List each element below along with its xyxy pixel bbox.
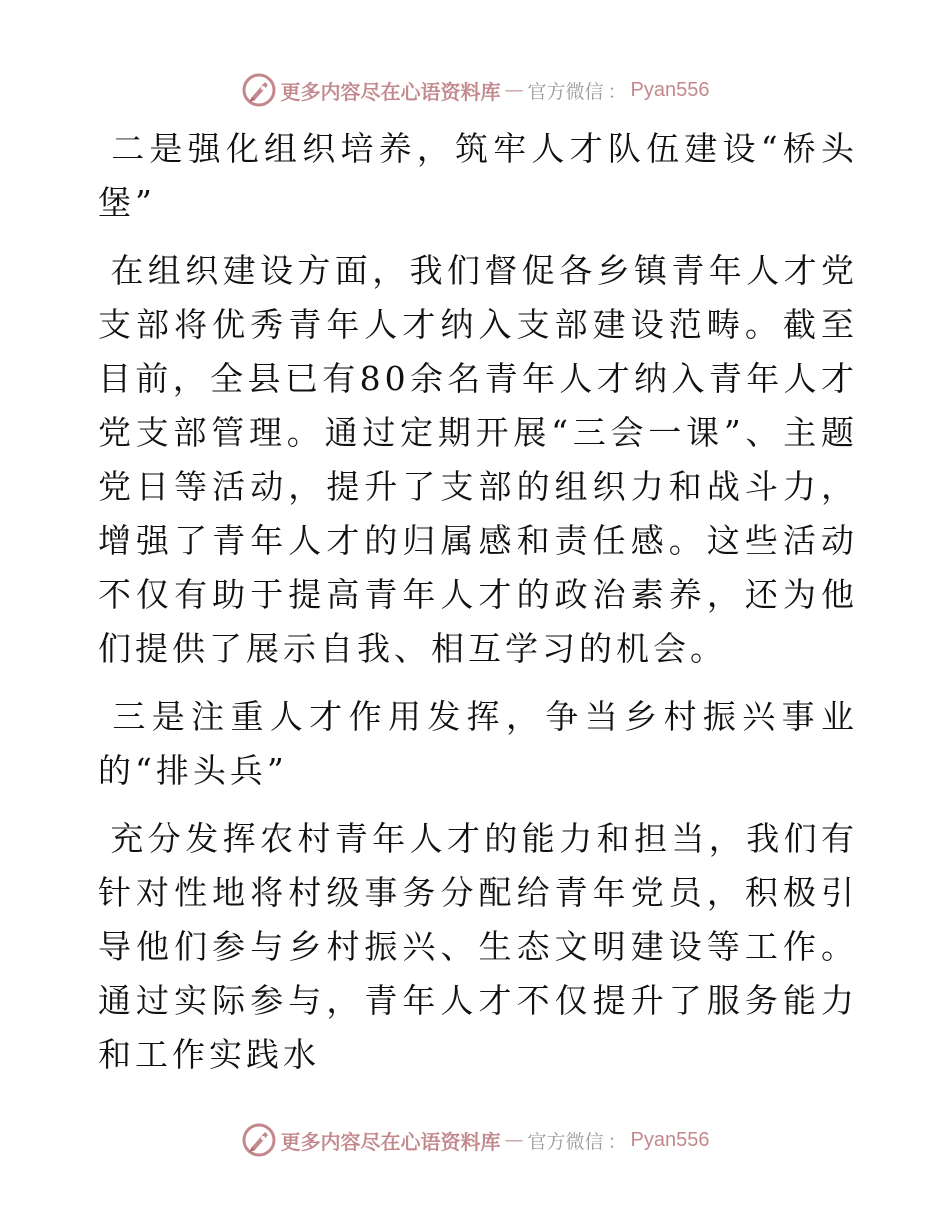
banner-dash: —: [504, 1129, 524, 1151]
section-body-2: 在组织建设方面，我们督促各乡镇青年人才党支部将优秀青年人才纳入支部建设范畴。截至目前，全县已有80余名青年人才纳入青年人才党支部管理。通过定期开展“三会一课”、主题党日等活动，提升了支部的组织力和战斗力，增强了青年人才的归属感和责任感。这些活动不仅有助于提高青年人才的政治素养，还为他们提供了展示自我、相互学习的机会。: [98, 251, 858, 668]
header-banner: [0, 70, 950, 110]
banner-colon: ：: [607, 80, 627, 103]
banner-lead-text: 更多内容尽在心语资料库: [280, 79, 501, 104]
banner-account: Pyan556: [630, 78, 710, 101]
pen-nib-logo-icon: [241, 72, 277, 108]
pen-nib-logo-icon: [241, 1122, 277, 1158]
banner-sub-text: 官方微信: [527, 80, 604, 103]
banner-account: Pyan556: [630, 1128, 710, 1151]
banner-colon: ：: [607, 1130, 627, 1153]
section-body-3: 充分发挥农村青年人才的能力和担当，我们有针对性地将村级事务分配给青年党员，积极引导他们参与乡村振兴、生态文明建设等工作。通过实际参与，青年人才不仅提升了服务能力和工作实践水: [98, 819, 858, 1074]
section-heading-2: 二是强化组织培养，筑牢人才队伍建设“桥头堡”: [98, 129, 858, 222]
section-heading-3: 三是注重人才作用发挥，争当乡村振兴事业的“排头兵”: [98, 697, 858, 790]
banner-dash: —: [504, 79, 524, 101]
banner-sub-text: 官方微信: [527, 1130, 604, 1153]
footer-banner: [0, 1120, 950, 1160]
banner-lead-text: 更多内容尽在心语资料库: [280, 1129, 501, 1154]
document-body: [98, 122, 858, 1096]
